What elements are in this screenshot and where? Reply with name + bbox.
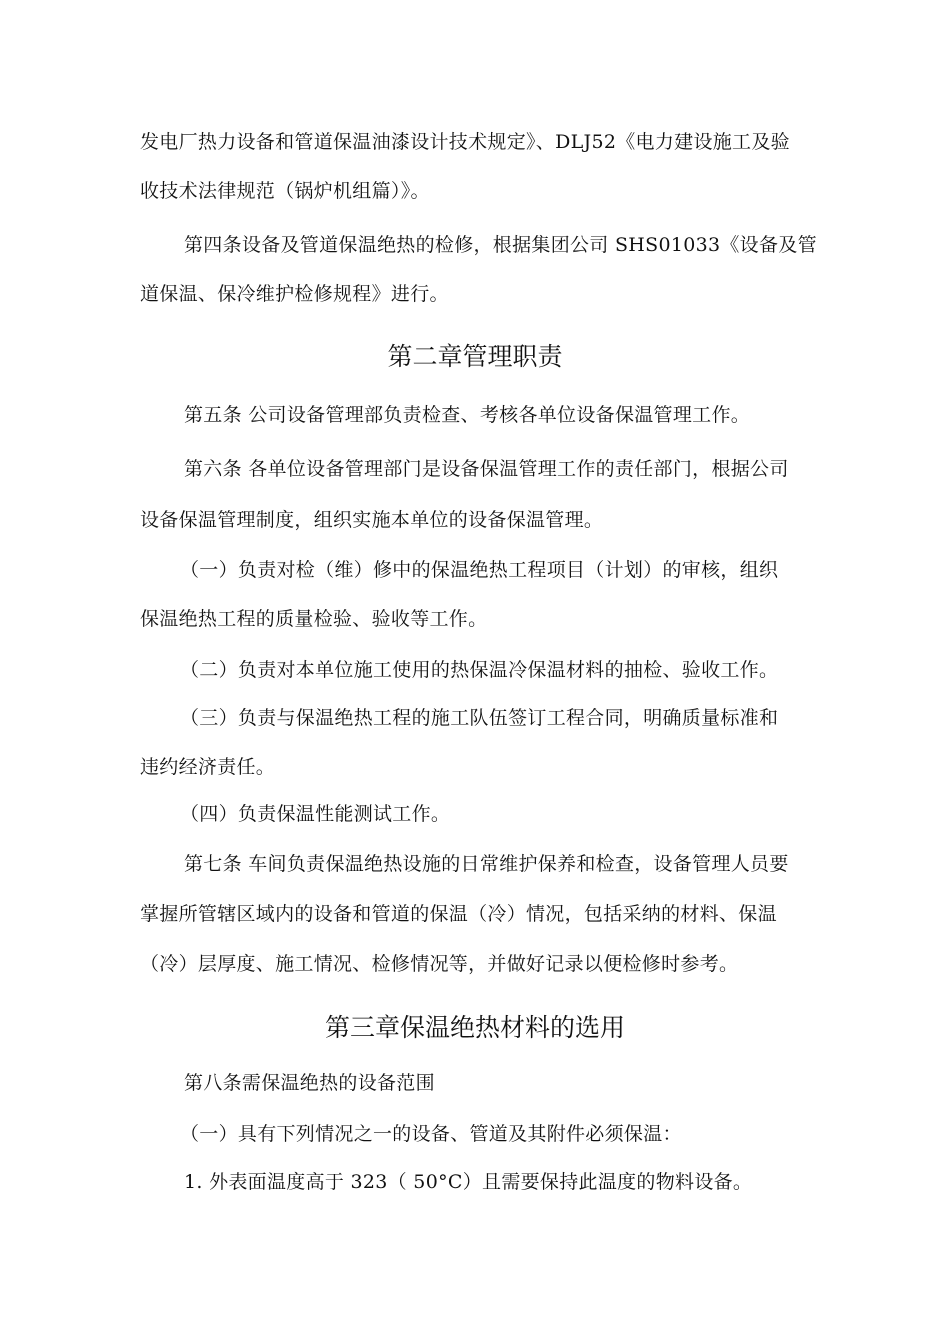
- paragraph-line: 违约经济责任。: [140, 756, 276, 778]
- paragraph-line: 道保温、保冷维护检修规程》进行。: [140, 283, 449, 305]
- chapter-title: 第二章管理职责: [387, 342, 563, 371]
- paragraph-line: 发电厂热力设备和管道保温油漆设计技术规定》、DLJ52《电力建设施工及验: [140, 131, 790, 153]
- paragraph-line: （四）负责保温性能测试工作。: [180, 803, 451, 825]
- paragraph-line: （二）负责对本单位施工使用的热保温冷保温材料的抽检、验收工作。: [180, 659, 779, 681]
- paragraph-line: （三）负责与保温绝热工程的施工队伍签订工程合同，明确质量标准和: [180, 707, 779, 729]
- paragraph-line: （一）负责对检（维）修中的保温绝热工程项目（计划）的审核，组织: [180, 559, 779, 581]
- paragraph-line: （一）具有下列情况之一的设备、管道及其附件必须保温：: [180, 1123, 682, 1145]
- paragraph-line: 收技术法律规范（锅炉机组篇）》。: [140, 180, 430, 202]
- paragraph-line: 掌握所管辖区域内的设备和管道的保温（冷）情况，包括采纳的材料、保温: [140, 903, 777, 925]
- paragraph-line: （冷）层厚度、施工情况、检修情况等，并做好记录以便检修时参考。: [140, 953, 739, 975]
- chapter-title: 第三章保温绝热材料的选用: [324, 1013, 625, 1042]
- paragraph-line: 第五条 公司设备管理部负责检查、考核各单位设备保温管理工作。: [184, 404, 751, 426]
- paragraph-line: 第八条需保温绝热的设备范围: [184, 1072, 435, 1094]
- paragraph-line: 第四条设备及管道保温绝热的检修，根据集团公司 SHS01033《设备及管: [184, 234, 817, 256]
- paragraph-line: 保温绝热工程的质量检验、验收等工作。: [140, 608, 488, 630]
- paragraph-line: 1. 外表面温度高于 323（ 50°C）且需要保持此温度的物料设备。: [184, 1171, 753, 1193]
- paragraph-line: 第六条 各单位设备管理部门是设备保温管理工作的责任部门，根据公司: [184, 458, 789, 480]
- paragraph-line: 第七条 车间负责保温绝热设施的日常维护保养和检查，设备管理人员要: [184, 853, 789, 875]
- paragraph-line: 设备保温管理制度，组织实施本单位的设备保温管理。: [140, 509, 604, 531]
